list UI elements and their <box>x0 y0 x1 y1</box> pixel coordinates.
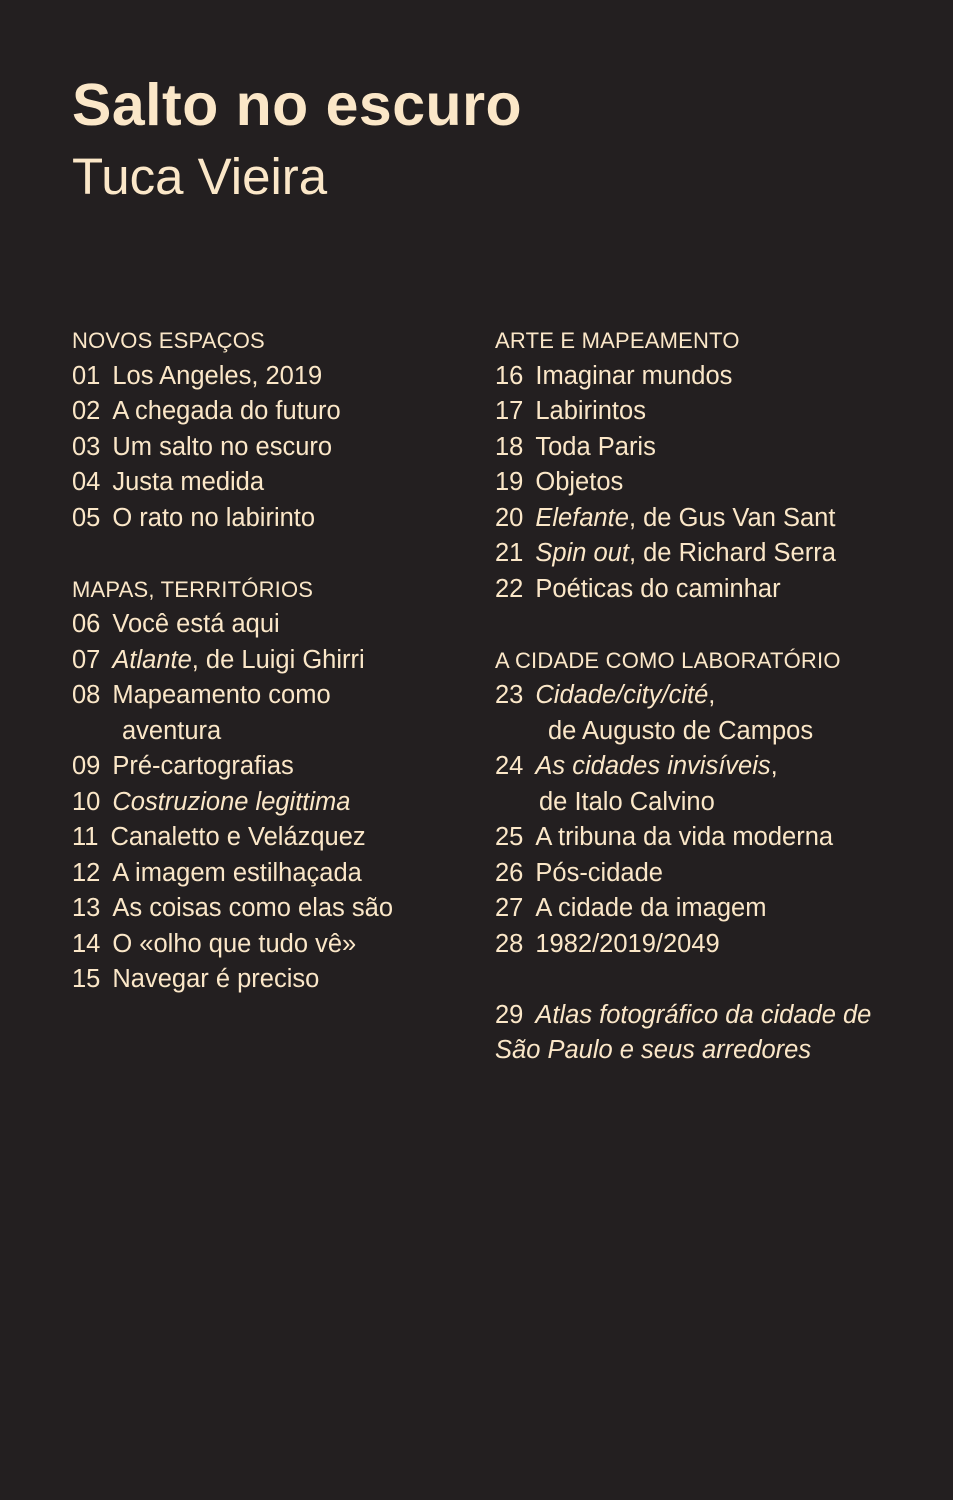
section-heading: NOVOS ESPAÇOS <box>72 328 265 353</box>
chapter-number: 08 <box>72 681 101 709</box>
chapter-title: Los Angeles, 2019 <box>112 361 323 390</box>
chapter-title: As coisas como elas são <box>112 894 393 922</box>
chapter-title: Justa medida <box>112 468 265 496</box>
toc-entry <box>495 536 935 572</box>
chapter-number: 01 <box>72 361 101 390</box>
chapter-title-italic: Spin out <box>535 539 629 567</box>
chapter-number: 03 <box>72 432 101 461</box>
chapter-title: A imagem estilhaçada <box>112 858 362 887</box>
book-author: Tuca Vieira <box>72 148 328 205</box>
section-heading: MAPAS, TERRITÓRIOS <box>72 576 314 602</box>
chapter-title: A chegada do futuro <box>112 397 341 425</box>
toc-entry <box>72 501 472 537</box>
chapter-title-italic: Cidade/city/cité <box>535 681 709 709</box>
chapter-title: A tribuna da vida moderna <box>535 823 834 851</box>
toc-entry <box>495 394 935 430</box>
chapter-number: 14 <box>72 929 101 958</box>
toc-entry <box>495 572 935 608</box>
chapter-number: 17 <box>495 397 524 425</box>
toc-entry <box>72 891 472 927</box>
chapter-number: 04 <box>72 468 101 496</box>
toc-entry <box>495 749 935 785</box>
chapter-title: Você está aqui <box>112 610 280 638</box>
section-heading: A CIDADE COMO LABORATÓRIO <box>495 647 841 673</box>
chapter-title-continuation: de Italo Calvino <box>539 787 715 816</box>
section-arte-e-mapeamento <box>495 323 935 607</box>
toc-entry <box>72 856 472 892</box>
book-title: Salto no escuro <box>72 72 523 138</box>
chapter-number: 20 <box>495 503 524 532</box>
chapter-number: 10 <box>72 787 101 816</box>
chapter-number: 21 <box>495 539 524 567</box>
toc-entry <box>72 359 472 395</box>
toc-entry <box>72 394 472 430</box>
chapter-number: 05 <box>72 503 101 532</box>
chapter-number: 29 <box>495 1000 524 1029</box>
chapter-title: Labirintos <box>535 397 646 425</box>
chapter-number: 22 <box>495 574 524 603</box>
toc-entry <box>72 607 472 643</box>
toc-entry <box>495 678 935 714</box>
chapter-number: 18 <box>495 432 524 461</box>
chapter-title: 1982/2019/2049 <box>535 929 720 958</box>
chapter-title: , <box>770 752 778 780</box>
toc-entry <box>495 820 935 856</box>
chapter-title: O «olho que tudo vê» <box>112 929 357 958</box>
chapter-number: 16 <box>495 361 524 390</box>
chapter-title: Pós-cidade <box>535 858 663 887</box>
chapter-title-italic: Elefante <box>535 503 629 532</box>
chapter-number: 06 <box>72 610 101 638</box>
chapter-title: , de Gus Van Sant <box>628 503 836 532</box>
chapter-title: A cidade da imagem <box>535 894 767 922</box>
toc-entry <box>495 465 935 501</box>
chapter-number: 28 <box>495 929 524 958</box>
chapter-number: 25 <box>495 823 524 851</box>
chapter-number: 26 <box>495 858 524 887</box>
chapter-title: O rato no labirinto <box>112 503 316 532</box>
chapter-title-continuation: aventura <box>122 716 222 745</box>
chapter-number: 09 <box>72 752 101 780</box>
chapter-title: Poéticas do caminhar <box>535 574 781 603</box>
chapter-number: 15 <box>72 965 101 993</box>
chapter-title: Imaginar mundos <box>535 361 733 390</box>
toc-entry-final <box>495 998 875 1069</box>
chapter-title: Objetos <box>535 468 624 496</box>
toc-entry <box>72 465 472 501</box>
chapter-number: 12 <box>72 858 101 887</box>
toc-left-column <box>72 323 472 1033</box>
chapter-title-italic: As cidades invisíveis <box>535 752 771 780</box>
toc-entry <box>495 927 935 963</box>
toc-entry <box>495 856 935 892</box>
toc-entry <box>72 785 472 821</box>
toc-entry <box>72 927 472 963</box>
toc-right-column <box>495 323 935 1069</box>
toc-entry <box>72 643 472 679</box>
chapter-number: 02 <box>72 397 101 425</box>
chapter-title: Navegar é preciso <box>112 965 320 993</box>
toc-entry <box>72 749 472 785</box>
chapter-number: 11 <box>72 823 99 851</box>
chapter-title-italic: Costruzione legittima <box>112 787 351 816</box>
chapter-number: 13 <box>72 894 101 922</box>
toc-entry <box>72 430 472 466</box>
section-mapas-territorios <box>72 572 472 998</box>
section-a-cidade-como-laboratorio <box>495 643 935 963</box>
chapter-title: , de Richard Serra <box>628 539 836 567</box>
section-heading: ARTE E MAPEAMENTO <box>495 328 740 353</box>
chapter-title-italic: Atlante <box>112 645 192 674</box>
chapter-number: 07 <box>72 645 101 674</box>
toc-entry <box>72 678 472 714</box>
chapter-title: Pré-cartografias <box>112 752 294 780</box>
chapter-title-italic: Atlas fotográfico da cidade de São Paulo e seus arredores <box>495 1000 872 1064</box>
toc-entry <box>495 891 935 927</box>
chapter-number: 24 <box>495 752 524 780</box>
chapter-title: Mapeamento como <box>112 681 331 709</box>
toc-entry <box>72 820 472 856</box>
toc-entry <box>495 430 935 466</box>
chapter-title: , <box>708 681 716 709</box>
toc-entry <box>72 962 472 998</box>
toc-entry <box>495 359 935 395</box>
chapter-title: , de Luigi Ghirri <box>191 645 365 674</box>
toc-entry <box>495 501 935 537</box>
chapter-number: 19 <box>495 468 524 496</box>
chapter-title: Toda Paris <box>535 432 656 461</box>
chapter-title: Um salto no escuro <box>112 432 333 461</box>
chapter-title: Canaletto e Velázquez <box>110 823 366 851</box>
chapter-title-continuation: de Augusto de Campos <box>548 716 814 745</box>
chapter-number: 27 <box>495 894 524 922</box>
section-novos-espacos <box>72 323 472 536</box>
chapter-number: 23 <box>495 681 524 709</box>
